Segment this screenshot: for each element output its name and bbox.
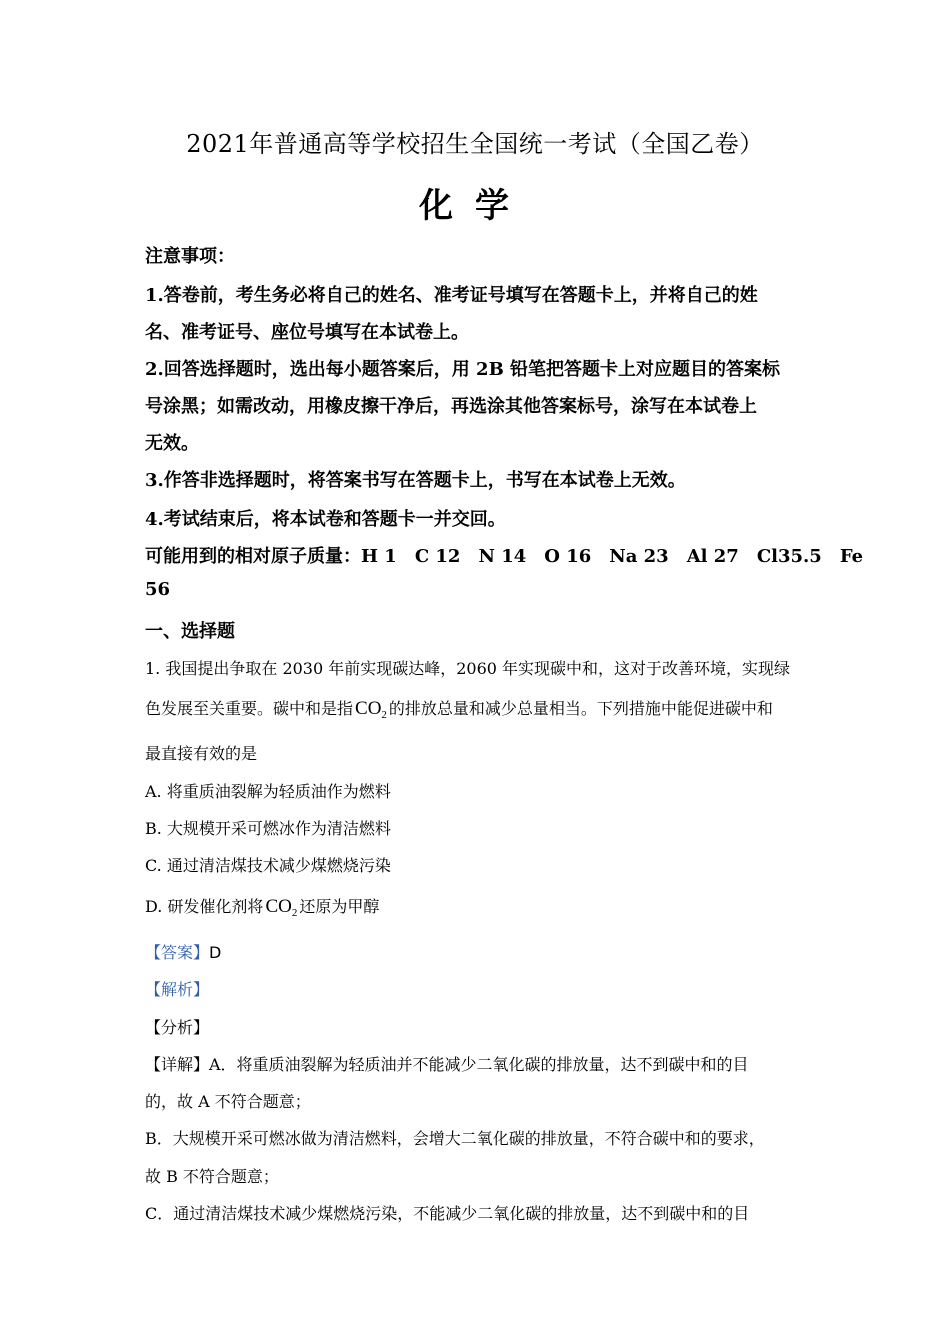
- subject-title: 化学: [419, 186, 531, 226]
- option-d-co2-formula: [265, 896, 297, 917]
- co2-formula-main: CO: [355, 698, 382, 719]
- atomic-mass-o: O 16: [544, 546, 592, 567]
- notice-item-3: 3.作答非选择题时，将答案书写在答题卡上，书写在本试卷上无效。: [145, 470, 686, 491]
- option-d-formula-main: CO: [265, 896, 292, 917]
- option-d-formula-sub: 2: [291, 907, 298, 919]
- section-heading: 一、选择题: [145, 621, 235, 642]
- answer-line: [145, 940, 221, 963]
- atomic-mass-na: Na 23: [609, 546, 669, 567]
- atomic-mass-fe: Fe: [839, 546, 864, 567]
- atomic-mass-h: H 1: [361, 546, 397, 567]
- question-1-line-2-after: 的排放总量和减少总量相当。下列措施中能促进碳中和: [388, 699, 773, 718]
- atomic-mass-cl: Cl35.5: [756, 546, 822, 567]
- notice-item-4: 4.考试结束后，将本试卷和答题卡一并交回。: [145, 509, 506, 530]
- atomic-mass-n: N 14: [478, 546, 527, 567]
- atomic-mass-c: C 12: [414, 546, 461, 567]
- detail-line-5: C．通过清洁煤技术减少煤燃烧污染，不能减少二氧化碳的排放量，达不到碳中和的目: [145, 1204, 750, 1223]
- answer-label: 【答案】: [145, 943, 210, 962]
- fenxi-label: 【分析】: [145, 1018, 210, 1037]
- co2-formula-sub: 2: [381, 709, 387, 721]
- answer-value: D: [209, 943, 222, 962]
- atomic-mass-wrap: 56: [145, 579, 171, 600]
- notice-item-1-line-2: 名、准考证号、座位号填写在本试卷上。: [145, 322, 469, 343]
- notice-item-2-line-1: 2.回答选择题时，选出每小题答案后，用 2B 铅笔把答题卡上对应题目的答案标: [145, 359, 781, 380]
- detail-line-3: B．大规模开采可燃冰做为清洁燃料，会增大二氧化碳的排放量，不符合碳中和的要求，: [145, 1129, 765, 1148]
- question-1-line-1: 1. 我国提出争取在 2030 年前实现碳达峰，2060 年实现碳中和，这对于改善环境，实现绿: [145, 659, 791, 678]
- question-1-line-2-before: 色发展至关重要。碳中和是指: [145, 699, 354, 718]
- option-d: [145, 894, 379, 919]
- analysis-label: 【解析】: [145, 980, 210, 999]
- notice-item-2-line-3: 无效。: [145, 433, 199, 454]
- option-a: A. 将重质油裂解为轻质油作为燃料: [145, 782, 391, 801]
- option-b: B. 大规模开采可燃冰作为清洁燃料: [145, 819, 391, 838]
- notice-heading: 注意事项：: [145, 246, 235, 267]
- detail-line-1: 【详解】A．将重质油裂解为轻质油并不能减少二氧化碳的排放量，达不到碳中和的目: [145, 1055, 749, 1074]
- question-1-line-3: 最直接有效的是: [145, 744, 258, 763]
- option-d-after: 还原为甲醇: [299, 897, 380, 916]
- exam-title: 2021年普通高等学校招生全国统一考试（全国乙卷）: [186, 130, 764, 158]
- notice-item-2-line-2: 号涂黑；如需改动，用橡皮擦干净后，再选涂其他答案标号，涂写在本试卷上: [145, 396, 757, 417]
- atomic-mass-line: [145, 542, 863, 568]
- notice-item-1-line-1: 1.答卷前，考生务必将自己的姓名、准考证号填写在答题卡上，并将自己的姓: [145, 285, 758, 306]
- detail-line-4: 故 B 不符合题意；: [145, 1167, 279, 1186]
- detail-line-2: 的，故 A 不符合题意；: [145, 1092, 311, 1111]
- co2-formula: [355, 698, 387, 719]
- question-1-line-2: [145, 696, 773, 721]
- atomic-mass-al: Al 27: [686, 546, 739, 567]
- option-c: C. 通过清洁煤技术减少煤燃烧污染: [145, 856, 391, 875]
- option-d-before: D. 研发催化剂将: [145, 897, 264, 916]
- atomic-mass-label: 可能用到的相对原子质量：: [145, 546, 361, 567]
